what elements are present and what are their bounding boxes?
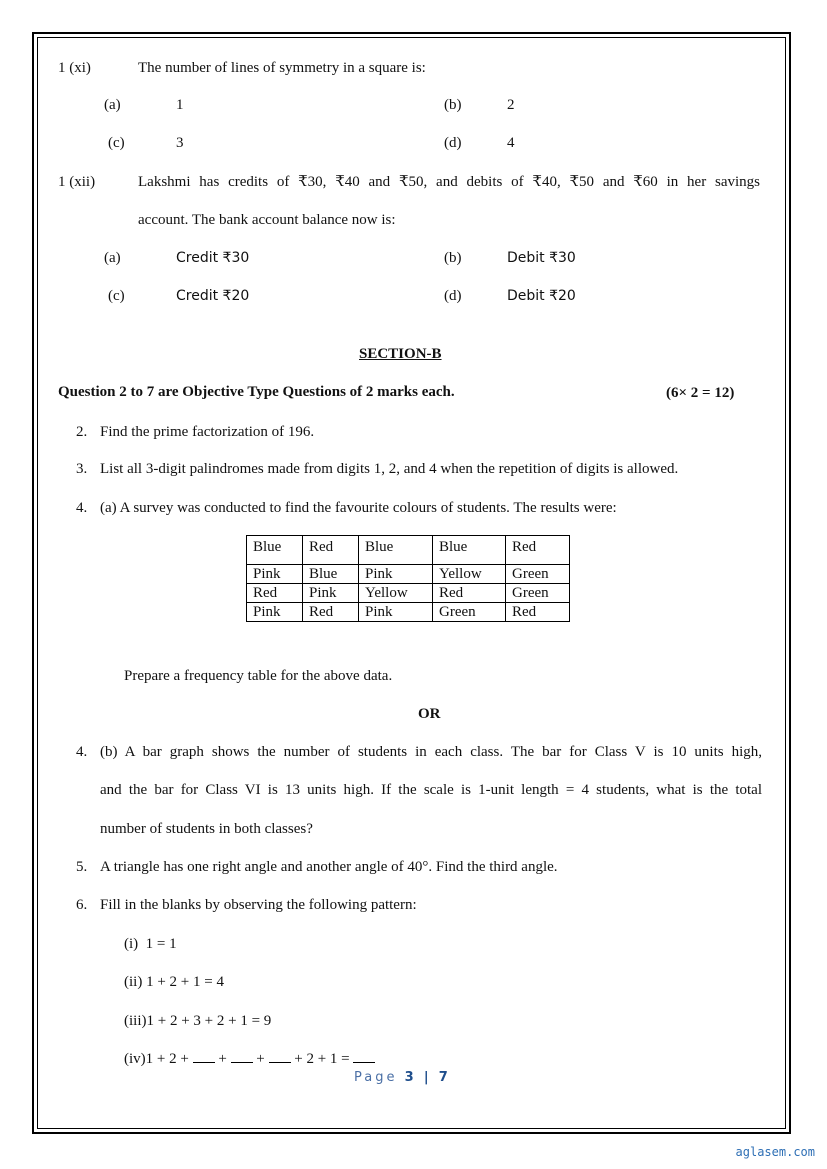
table-cell: Blue xyxy=(303,565,359,584)
pattern-item-ii: (ii) 1 + 2 + 1 = 4 xyxy=(124,974,224,990)
question-number: 2. xyxy=(76,424,88,440)
blank-4[interactable] xyxy=(353,1050,375,1063)
table-cell: Blue xyxy=(247,536,303,565)
question-number: 1 (xii) xyxy=(58,174,96,190)
option-label: (d) xyxy=(444,288,462,304)
question-text: Find the prime factorization of 196. xyxy=(100,424,315,440)
survey-table xyxy=(246,535,570,622)
table-cell: Red xyxy=(247,584,303,603)
question-number: 4. xyxy=(76,744,88,760)
table-cell: Blue xyxy=(359,536,433,565)
question-number: 6. xyxy=(76,897,88,913)
question-text: Fill in the blanks by observing the following pattern: xyxy=(100,897,417,913)
page-footer xyxy=(354,1070,451,1085)
question-text-line1: Lakshmi has credits of ₹30, ₹40 and ₹50, and debits of ₹40, ₹50 and ₹60 in her savings xyxy=(138,174,760,190)
option-label: (b) xyxy=(444,97,462,113)
question-number: 3. xyxy=(76,461,88,477)
table-cell: Green xyxy=(433,603,506,622)
footer-prefix: Page xyxy=(354,1070,398,1085)
section-marks: (6× 2 = 12) xyxy=(666,385,735,401)
option-text: 3 xyxy=(176,135,184,151)
footer-total: 7 xyxy=(438,1070,451,1085)
table-cell: Red xyxy=(506,536,570,565)
question-text: (a) A survey was conducted to find the favourite colours of students. The results were: xyxy=(100,500,617,516)
option-label: (a) xyxy=(104,97,121,113)
question-number: 4. xyxy=(76,500,88,516)
table-cell: Pink xyxy=(247,603,303,622)
option-text: 1 xyxy=(176,97,184,113)
table-row xyxy=(247,603,570,622)
plus-sign: + xyxy=(218,1051,227,1067)
option-text: 4 xyxy=(507,135,515,151)
option-text: Debit ₹20 xyxy=(507,288,576,304)
pattern-iv-suffix: + 2 + 1 = xyxy=(294,1051,350,1067)
blank-3[interactable] xyxy=(269,1050,291,1063)
footer-separator: | xyxy=(423,1070,432,1085)
table-cell: Pink xyxy=(247,565,303,584)
or-divider: OR xyxy=(418,706,441,722)
question-text: The number of lines of symmetry in a square is: xyxy=(138,60,426,76)
question-text-line1: (b) A bar graph shows the number of students in each class. The bar for Class V is 10 units high, xyxy=(100,744,762,760)
option-text: Credit ₹20 xyxy=(176,288,250,304)
question-text: List all 3-digit palindromes made from digits 1, 2, and 4 when the repetition of digits is allowed. xyxy=(100,461,679,477)
question-text-line3: number of students in both classes? xyxy=(100,821,313,837)
pattern-item-iv xyxy=(124,1050,375,1068)
table-cell: Pink xyxy=(303,584,359,603)
pattern-item-iii: (iii)1 + 2 + 3 + 2 + 1 = 9 xyxy=(124,1013,272,1029)
question-text: A triangle has one right angle and another angle of 40°. Find the third angle. xyxy=(100,859,558,875)
watermark: aglasem.com xyxy=(735,1145,815,1159)
table-cell: Yellow xyxy=(433,565,506,584)
table-cell: Green xyxy=(506,584,570,603)
question-number: 5. xyxy=(76,859,88,875)
option-label: (d) xyxy=(444,135,462,151)
question-text-line2: and the bar for Class VI is 13 units high. If the scale is 1-unit length = 4 students, what is the total xyxy=(100,782,762,798)
table-row xyxy=(247,565,570,584)
option-label: (b) xyxy=(444,250,462,266)
option-label: (c) xyxy=(108,135,125,151)
option-text: Credit ₹30 xyxy=(176,250,250,266)
table-cell: Pink xyxy=(359,565,433,584)
option-text: Debit ₹30 xyxy=(507,250,576,266)
table-cell: Red xyxy=(303,536,359,565)
question-instruction: Prepare a frequency table for the above data. xyxy=(124,668,393,684)
table-cell: Blue xyxy=(433,536,506,565)
table-cell: Red xyxy=(433,584,506,603)
plus-sign: + xyxy=(256,1051,265,1067)
table-row xyxy=(247,584,570,603)
table-cell: Pink xyxy=(359,603,433,622)
pattern-iv-prefix: (iv)1 + 2 + xyxy=(124,1051,189,1067)
table-cell: Red xyxy=(303,603,359,622)
blank-2[interactable] xyxy=(231,1050,253,1063)
section-instruction: Question 2 to 7 are Objective Type Questions of 2 marks each. xyxy=(58,384,455,400)
footer-page: 3 xyxy=(404,1070,417,1085)
table-cell: Red xyxy=(506,603,570,622)
section-title: SECTION-B xyxy=(359,346,442,362)
blank-1[interactable] xyxy=(193,1050,215,1063)
table-cell: Green xyxy=(506,565,570,584)
option-label: (a) xyxy=(104,250,121,266)
question-number: 1 (xi) xyxy=(58,60,91,76)
option-text: 2 xyxy=(507,97,515,113)
table-cell: Yellow xyxy=(359,584,433,603)
question-text-line2: account. The bank account balance now is: xyxy=(138,212,396,228)
table-row xyxy=(247,536,570,565)
option-label: (c) xyxy=(108,288,125,304)
pattern-item-i: (i) 1 = 1 xyxy=(124,936,177,952)
